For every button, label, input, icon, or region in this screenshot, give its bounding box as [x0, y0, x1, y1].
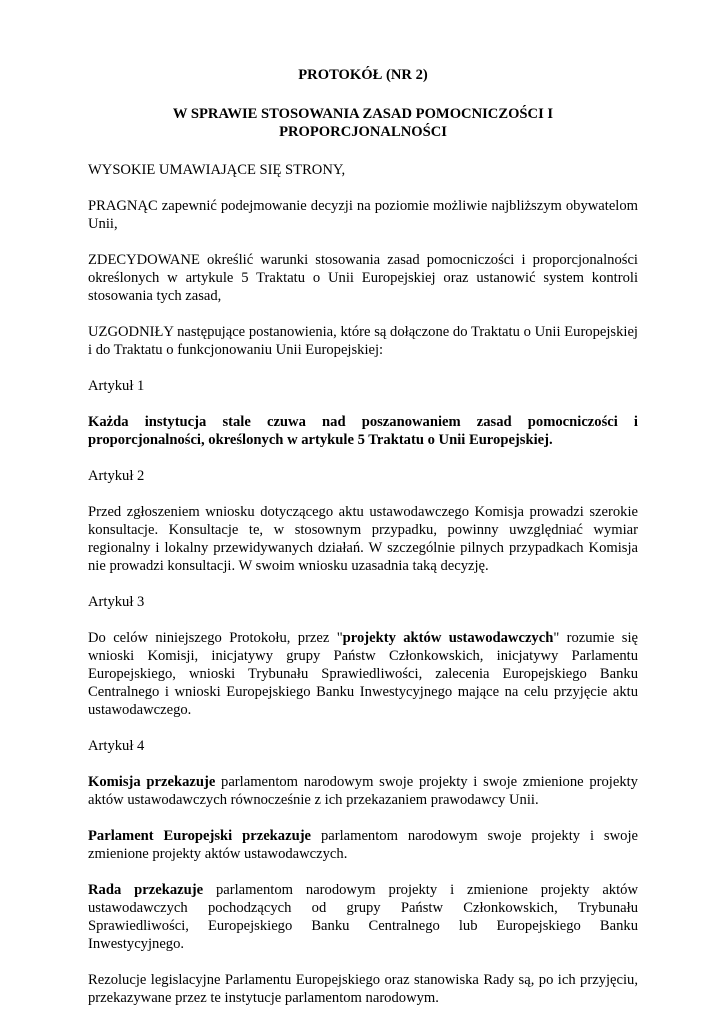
protocol-subtitle-line2: PROPORCJONALNOŚCI: [279, 124, 447, 140]
article-1-text: Każda instytucja stale czuwa nad poszanowaniem zasad pomocniczości i proporcjonalności, określonych w artykule 5 Traktatu o Unii Europejskiej.: [88, 414, 638, 448]
article-4-p1-subject: Komisja przekazuje: [88, 774, 216, 790]
protocol-subtitle: [88, 105, 638, 141]
article-2-heading: Artykuł 2: [88, 468, 145, 484]
article-3-heading: Artykuł 3: [88, 594, 145, 610]
article-3-text: [88, 629, 638, 719]
article-4-p1-rest: parlamentom narodowym swoje projekty i swoje zmienione projekty aktów ustawodawczych równocześnie z ich przekazaniem prawodawcy Unii.: [88, 774, 638, 808]
article-2-text: Przed zgłoszeniem wniosku dotyczącego aktu ustawodawczego Komisja prowadzi szerokie konsultacje. Konsultacje te, w stosownym przypadku, powinny uwzględniać wymiar regionalny i lokalny przewidywanych działań. W szczególnie pilnych przypadkach Komisja nie prowadzi konsultacji. W swoim wniosku uzasadnia taką decyzję.: [88, 504, 638, 574]
article-3-text-after: " rozumie się wnioski Komisji, inicjatywy grupy Państw Członkowskich, inicjatywy Parlamentu Europejskiego, wnioski Trybunału Sprawiedliwości, zalecenia Europejskiego Banku Centralnego i wnioski Europejskiego Banku Inwestycyjnego mające na celu przyjęcie aktu ustawodawczego.: [88, 630, 638, 718]
article-4-paragraph-3: [88, 881, 638, 953]
article-4-p2-rest: parlamentom narodowym swoje projekty i swoje zmienione projekty aktów ustawodawczych.: [88, 828, 638, 862]
article-4-paragraph-1: [88, 773, 638, 809]
protocol-title: PROTOKÓŁ (NR 2): [298, 67, 428, 83]
article-4-paragraph-2: [88, 827, 638, 863]
preamble-determined: ZDECYDOWANE określić warunki stosowania zasad pomocniczości i proporcjonalności określonych w artykule 5 Traktatu o Unii Europejskiej oraz ustanowić system kontroli stosowania tych zasad,: [88, 252, 638, 304]
article-1-heading: Artykuł 1: [88, 378, 145, 394]
article-4-paragraph-4: Rezolucje legislacyjne Parlamentu Europejskiego oraz stanowiska Rady są, po ich przyjęciu, przekazywane przez te instytucje parlamentom narodowym.: [88, 972, 638, 1006]
preamble-desiring: PRAGNĄC zapewnić podejmowanie decyzji na poziomie możliwie najbliższym obywatelom Unii,: [88, 198, 638, 232]
protocol-subtitle-line1: W SPRAWIE STOSOWANIA ZASAD POMOCNICZOŚCI I: [172, 106, 554, 122]
article-4-p3-subject: Rada przekazuje: [88, 882, 204, 898]
article-4-heading: Artykuł 4: [88, 738, 145, 754]
article-3-defined-term: projekty aktów ustawodawczych: [342, 630, 554, 646]
article-3-text-before: Do celów niniejszego Protokołu, przez ": [88, 630, 343, 646]
preamble-agreed: UZGODNIŁY następujące postanowienia, które są dołączone do Traktatu o Unii Europejskiej i do Traktatu o funkcjonowaniu Unii Europejskiej:: [88, 324, 638, 358]
article-4-p2-subject: Parlament Europejski przekazuje: [88, 828, 312, 844]
article-4-p3-rest: parlamentom narodowym projekty i zmienione projekty aktów ustawodawczych pochodzących od grupy Państw Członkowskich, Trybunału Sprawiedliwości, Europejskiego Banku Centralnego lub Europejskiego Banku Inwestycyjnego.: [88, 882, 638, 952]
preamble-parties: WYSOKIE UMAWIAJĄCE SIĘ STRONY,: [88, 162, 346, 178]
